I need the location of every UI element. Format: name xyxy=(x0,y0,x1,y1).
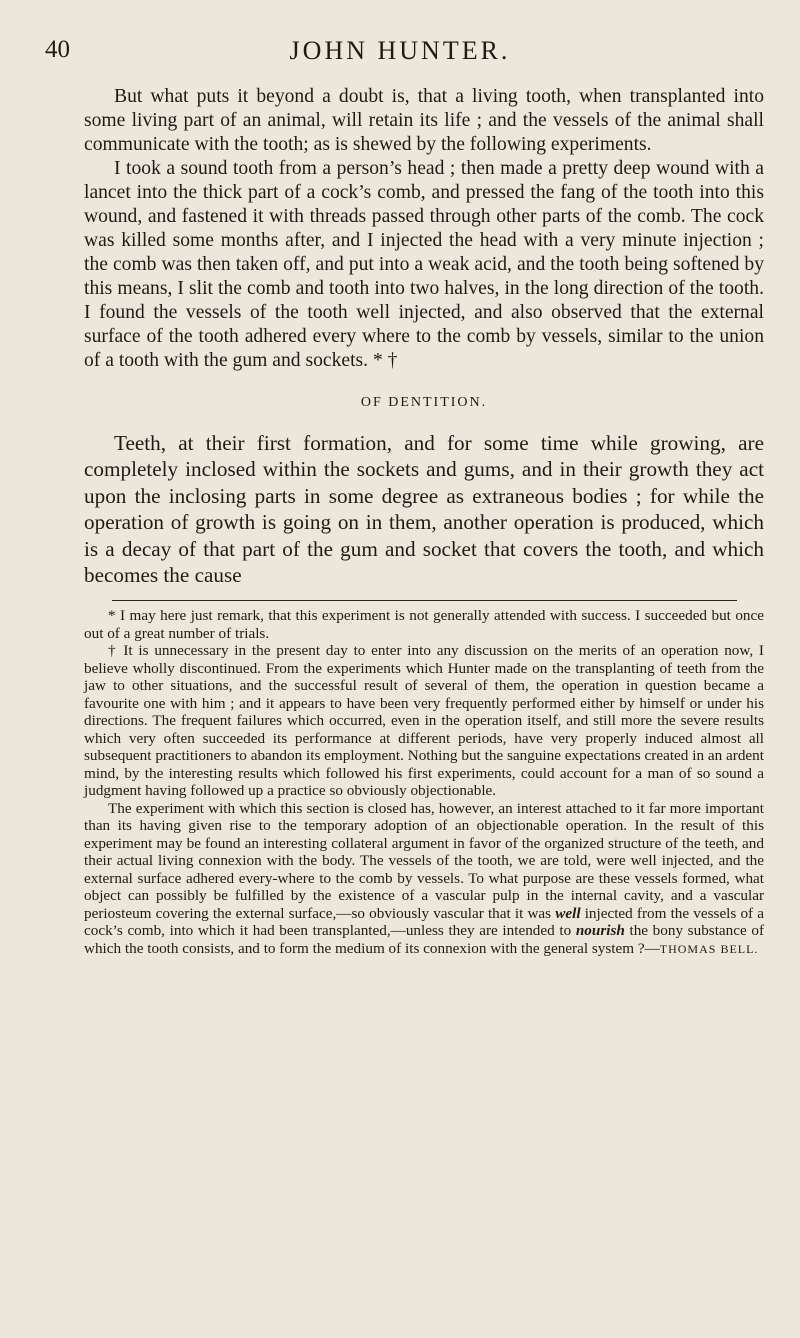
footnote-text-part3: the bony substance of which the tooth consists, and to form the medium of its connexion with the general system ?— xyxy=(84,922,765,957)
paragraph-dentition: Teeth, at their first formation, and for some time while growing, are completely inclosed within the sockets and gums, and in their growth they act upon the inclosing parts in some degree as extraneous bodies ; for while the operation of growth is going on in them, another operation is produced, which is a decay of that part of the gum and socket that covers the tooth, and which becomes the cause xyxy=(84,431,764,588)
paragraph-cock-comb-experiment: I took a sound tooth from a person’s head ; then made a pretty deep wound with a lancet into the thick part of a cock’s comb, and pressed the fang of the tooth into this wound, and fastened it with threads passed through other parts of the comb. The cock was killed some months after, and I injected the head with a very minute injection ; the comb was then taken off, and put into a weak acid, and the tooth being softened by this means, I slit the comb and tooth into two halves, in the long direction of the tooth. I found the vessels of the tooth well injected, and also observed that the external surface of the tooth adhered every where to the comb by vessels, similar to the union of a tooth with the gum and sockets. * † xyxy=(84,158,764,371)
main-text xyxy=(84,85,764,958)
footnote-bell-commentary xyxy=(84,800,764,959)
paragraph-transplant-intro: But what puts it beyond a doubt is, that a living tooth, when transplanted into some living part of an animal, will retain its life ; and the vessels of the animal shall communicate with the tooth; as is shewed by the following experiments. xyxy=(84,86,764,155)
footnote-dagger: † It is unnecessary in the present day to enter into any discussion on the merits of an operation now, I believe wholly discontinued. From the experiments which Hunter made on the transplanting of teeth from the jaw to other situations, and the successful result of several of them, the operation in question became a favourite one with him ; and it appears to have been very frequently performed either by himself or under his directions. The frequent failures which occurred, even in the operation itself, and still more the severe results which very often succeeded its performance at different periods, have very properly induced almost all subsequent practitioners to abandon its employment. Nothing but the sanguine expectations created in an ardent mind, by the interesting results which followed his first experiments, could account for a man of so sound a judgment having followed up a practice so obviously objectionable. xyxy=(84,642,764,800)
page-number: 40 xyxy=(45,36,70,63)
footnote-asterisk: * I may here just remark, that this experiment is not generally attended with success. I succeeded but once out of a great number of trials. xyxy=(84,607,764,642)
emphasis-nourish: nourish xyxy=(575,922,625,940)
footnote-text-part2: injected from the vessels of a cock’s comb, into which it had been transplanted,—unless they are intended to xyxy=(84,904,764,940)
emphasis-well: well xyxy=(555,904,581,922)
footnote-text-part1: The experiment with which this section is closed has, however, an interest attached to it far more important than its having given rise to the temporary adoption of an objectionable operation. In the result of this experiment may be found an interesting collateral argument in favor of the organized structure of the teeth, and their actual living connexion with the body. The vessels of the tooth, we are told, were well injected, and the external surface adhered every-where to the comb by vessels. To what purpose are these vessels formed, what object can possibly be fulfilled by the existence of a vascular pulp in the internal cavity, and a vascular periosteum covering the external surface,—so obviously vascular that it was xyxy=(84,799,764,922)
footnote-signature: THOMAS BELL. xyxy=(659,941,759,956)
section-title: OF DENTITION. xyxy=(360,395,488,410)
footnote-divider xyxy=(112,600,737,601)
running-head: JOHN HUNTER. xyxy=(289,36,511,65)
page-header xyxy=(0,36,800,76)
